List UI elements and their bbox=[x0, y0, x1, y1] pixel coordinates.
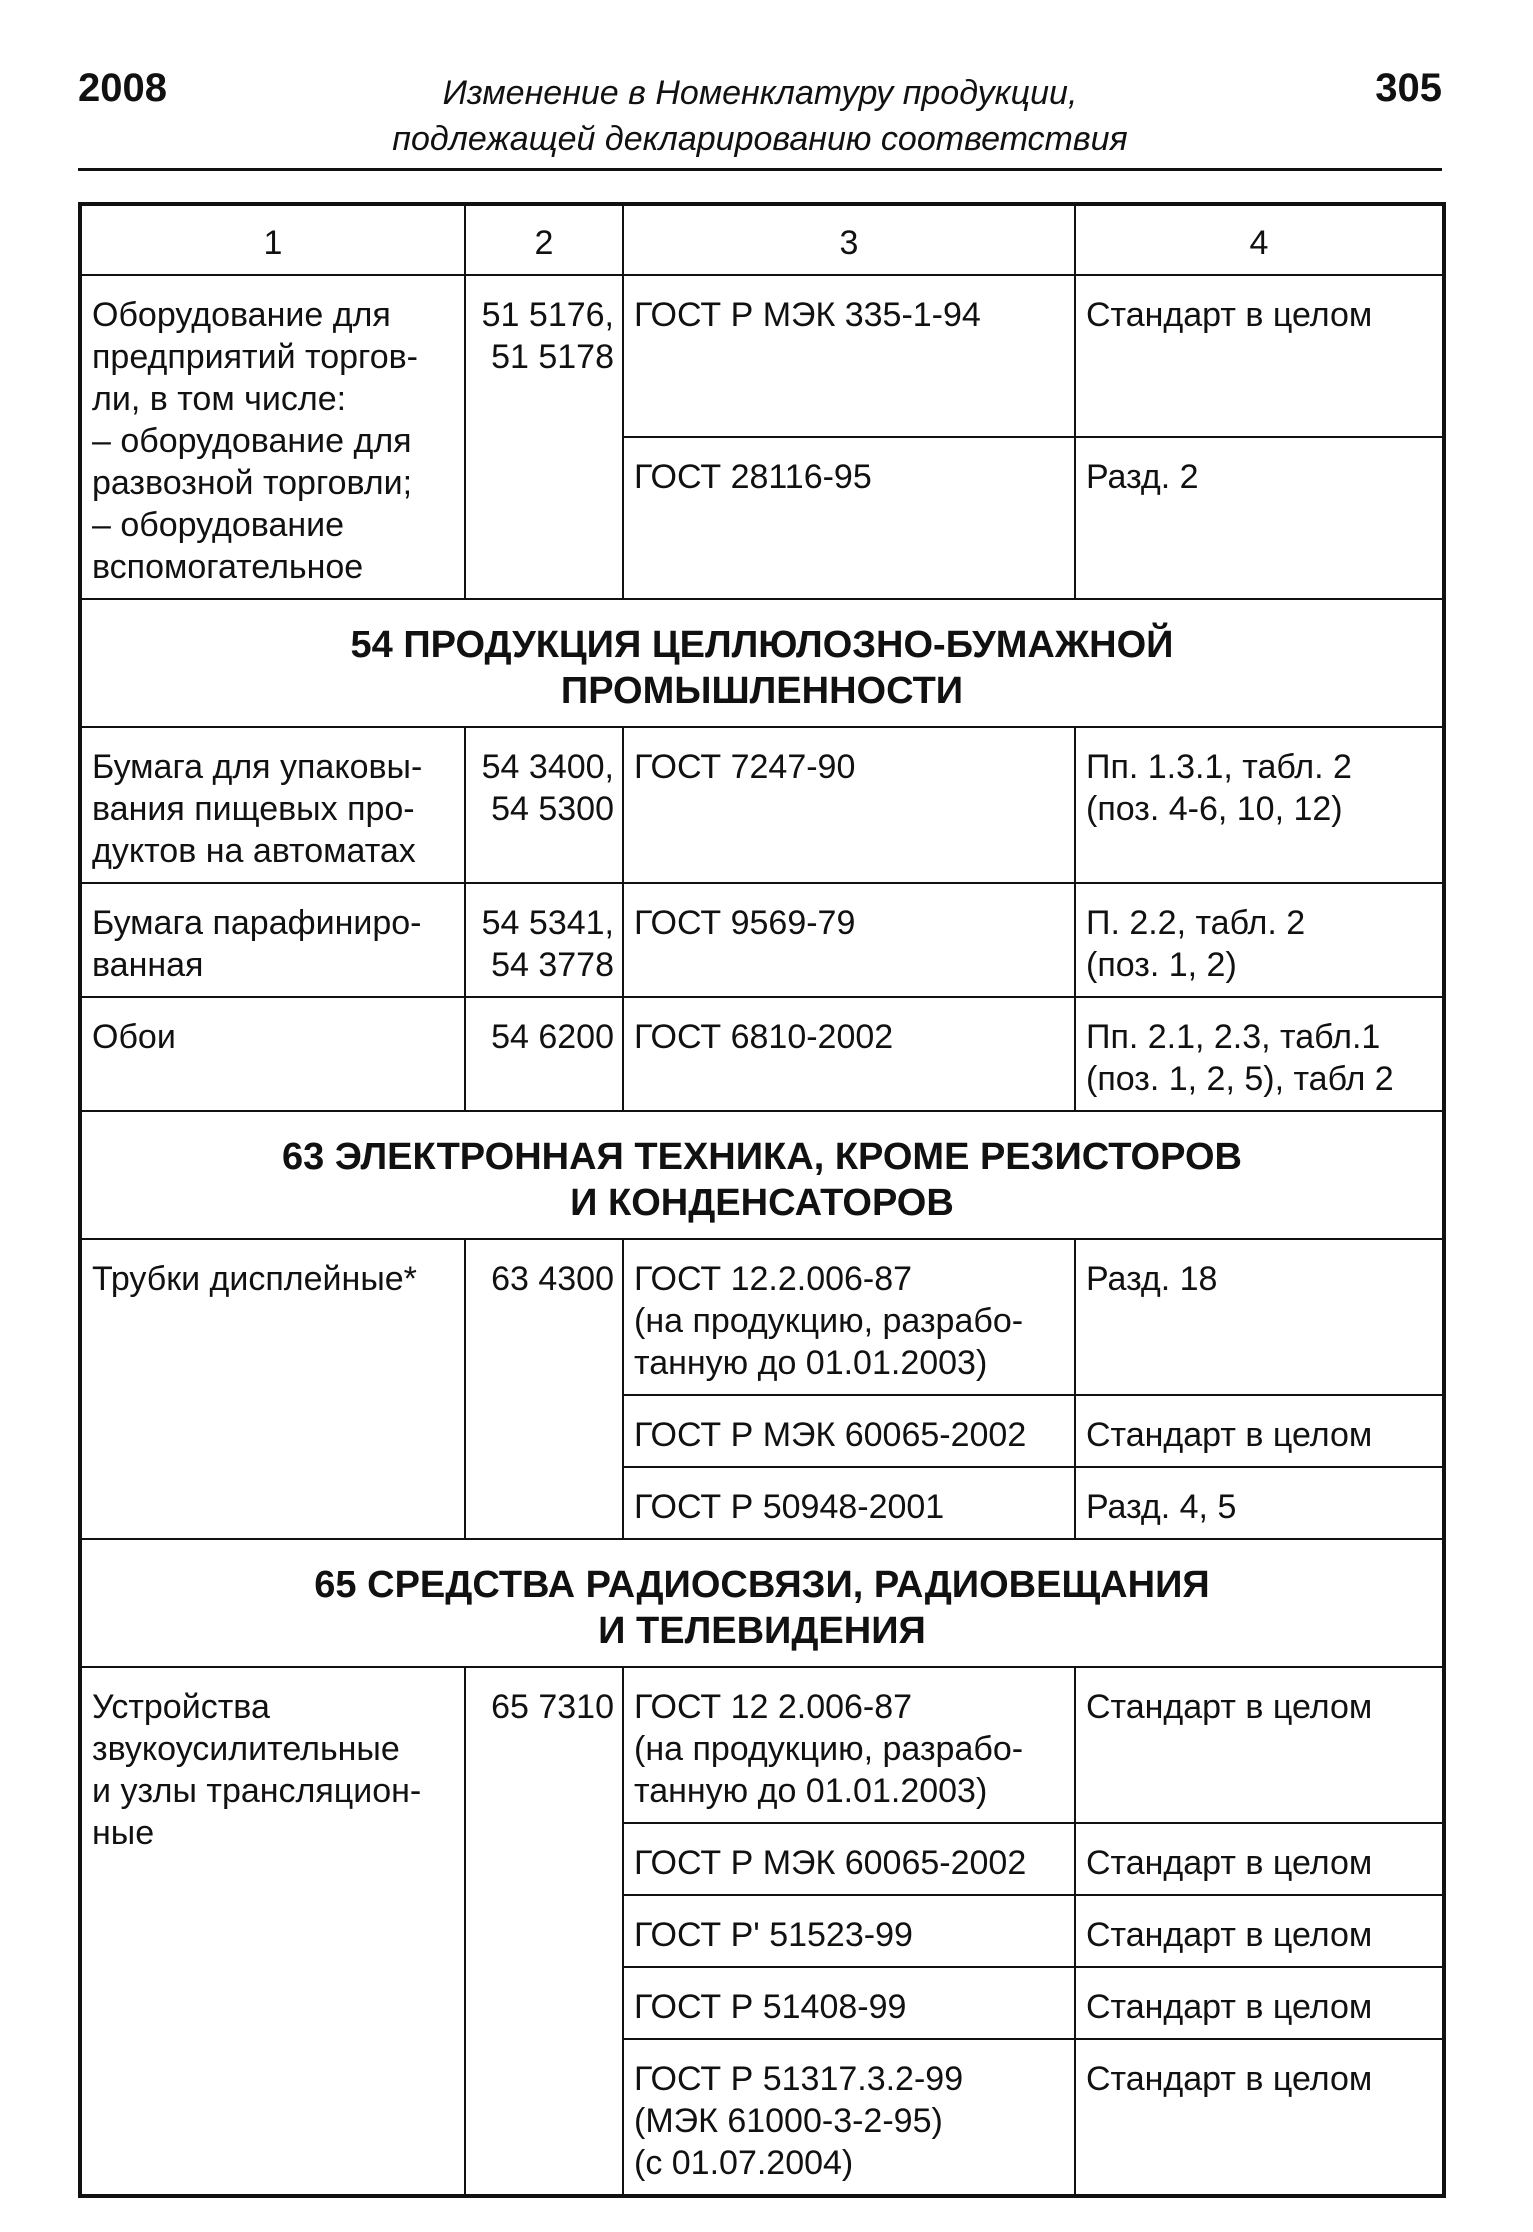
page-header bbox=[78, 62, 1442, 160]
header-title-line-2: подлежащей декларированию соответствия bbox=[392, 120, 1128, 158]
product-name-cell: Устройства звукоусилительные и узлы трансляцион- ные bbox=[80, 1667, 465, 2196]
standard-cell: ГОСТ 12 2.006-87 (на продукцию, разрабо- танную до 01.01.2003) bbox=[623, 1667, 1075, 1823]
header-year: 2008 bbox=[78, 66, 167, 110]
column-number: 1 bbox=[80, 204, 465, 275]
section-row bbox=[80, 1111, 1444, 1239]
product-name-cell: Трубки дисплейные* bbox=[80, 1239, 465, 1539]
clause-cell: Разд. 18 bbox=[1075, 1239, 1444, 1395]
product-code-cell: 51 5176, 51 5178 bbox=[465, 275, 623, 599]
product-code-cell: 63 4300 bbox=[465, 1239, 623, 1539]
column-number: 2 bbox=[465, 204, 623, 275]
standard-cell: ГОСТ Р' 51523-99 bbox=[623, 1895, 1075, 1967]
standard-cell: ГОСТ Р МЭК 335-1-94 bbox=[623, 275, 1075, 437]
standard-cell: ГОСТ Р 51317.3.2-99 (МЭК 61000-3-2-95) (с 01.07.2004) bbox=[623, 2039, 1075, 2196]
table-row bbox=[80, 727, 1444, 883]
clause-cell: Стандарт в целом bbox=[1075, 1395, 1444, 1467]
section-title: 65 СРЕДСТВА РАДИОСВЯЗИ, РАДИОВЕЩАНИЯ И ТЕЛЕВИДЕНИЯ bbox=[80, 1539, 1444, 1667]
product-code-cell: 65 7310 bbox=[465, 1667, 623, 2196]
standard-cell: ГОСТ Р МЭК 60065-2002 bbox=[623, 1395, 1075, 1467]
section-title: 63 ЭЛЕКТРОННАЯ ТЕХНИКА, КРОМЕ РЕЗИСТОРОВ И КОНДЕНСАТОРОВ bbox=[80, 1111, 1444, 1239]
product-code-cell: 54 3400, 54 5300 bbox=[465, 727, 623, 883]
table-row bbox=[80, 883, 1444, 997]
clause-cell: Стандарт в целом bbox=[1075, 1967, 1444, 2039]
table-row bbox=[80, 1239, 1444, 1395]
header-rule bbox=[78, 168, 1442, 171]
product-name-cell: Обои bbox=[80, 997, 465, 1111]
clause-cell: Разд. 4, 5 bbox=[1075, 1467, 1444, 1539]
column-number: 3 bbox=[623, 204, 1075, 275]
product-name-cell: Оборудование для предприятий торгов- ли, в том числе: – оборудование для развозной торговли; – оборудование вспомогательное bbox=[80, 275, 465, 599]
section-row bbox=[80, 599, 1444, 727]
clause-cell: Стандарт в целом bbox=[1075, 2039, 1444, 2196]
clause-cell: Стандарт в целом bbox=[1075, 1895, 1444, 1967]
table-row bbox=[80, 997, 1444, 1111]
clause-cell: Разд. 2 bbox=[1075, 437, 1444, 599]
section-row bbox=[80, 1539, 1444, 1667]
product-code-cell: 54 5341, 54 3778 bbox=[465, 883, 623, 997]
clause-cell: П. 2.2, табл. 2 (поз. 1, 2) bbox=[1075, 883, 1444, 997]
column-number-row bbox=[80, 204, 1444, 275]
table-row bbox=[80, 1667, 1444, 1823]
table-row bbox=[80, 275, 1444, 437]
clause-cell: Пп. 2.1, 2.3, табл.1 (поз. 1, 2, 5), табл 2 bbox=[1075, 997, 1444, 1111]
header-title-line-1: Изменение в Номенклатуру продукции, bbox=[442, 74, 1078, 112]
standard-cell: ГОСТ 9569-79 bbox=[623, 883, 1075, 997]
standard-cell: ГОСТ 7247-90 bbox=[623, 727, 1075, 883]
standard-cell: ГОСТ 28116-95 bbox=[623, 437, 1075, 599]
standard-cell: ГОСТ 6810-2002 bbox=[623, 997, 1075, 1111]
table-body bbox=[80, 204, 1444, 2196]
clause-cell: Пп. 1.3.1, табл. 2 (поз. 4-6, 10, 12) bbox=[1075, 727, 1444, 883]
product-name-cell: Бумага для упаковы- вания пищевых про- дуктов на автоматах bbox=[80, 727, 465, 883]
standard-cell: ГОСТ 12.2.006-87 (на продукцию, разрабо- танную до 01.01.2003) bbox=[623, 1239, 1075, 1395]
standard-cell: ГОСТ Р 51408-99 bbox=[623, 1967, 1075, 2039]
page-number: 305 bbox=[1375, 66, 1442, 110]
column-number: 4 bbox=[1075, 204, 1444, 275]
product-name-cell: Бумага парафиниро- ванная bbox=[80, 883, 465, 997]
clause-cell: Стандарт в целом bbox=[1075, 1667, 1444, 1823]
section-title: 54 ПРОДУКЦИЯ ЦЕЛЛЮЛОЗНО-БУМАЖНОЙ ПРОМЫШЛЕННОСТИ bbox=[80, 599, 1444, 727]
nomenclature-table bbox=[78, 202, 1446, 2198]
header-title bbox=[258, 70, 1262, 162]
standard-cell: ГОСТ Р МЭК 60065-2002 bbox=[623, 1823, 1075, 1895]
clause-cell: Стандарт в целом bbox=[1075, 1823, 1444, 1895]
clause-cell: Стандарт в целом bbox=[1075, 275, 1444, 437]
product-code-cell: 54 6200 bbox=[465, 997, 623, 1111]
standard-cell: ГОСТ Р 50948-2001 bbox=[623, 1467, 1075, 1539]
